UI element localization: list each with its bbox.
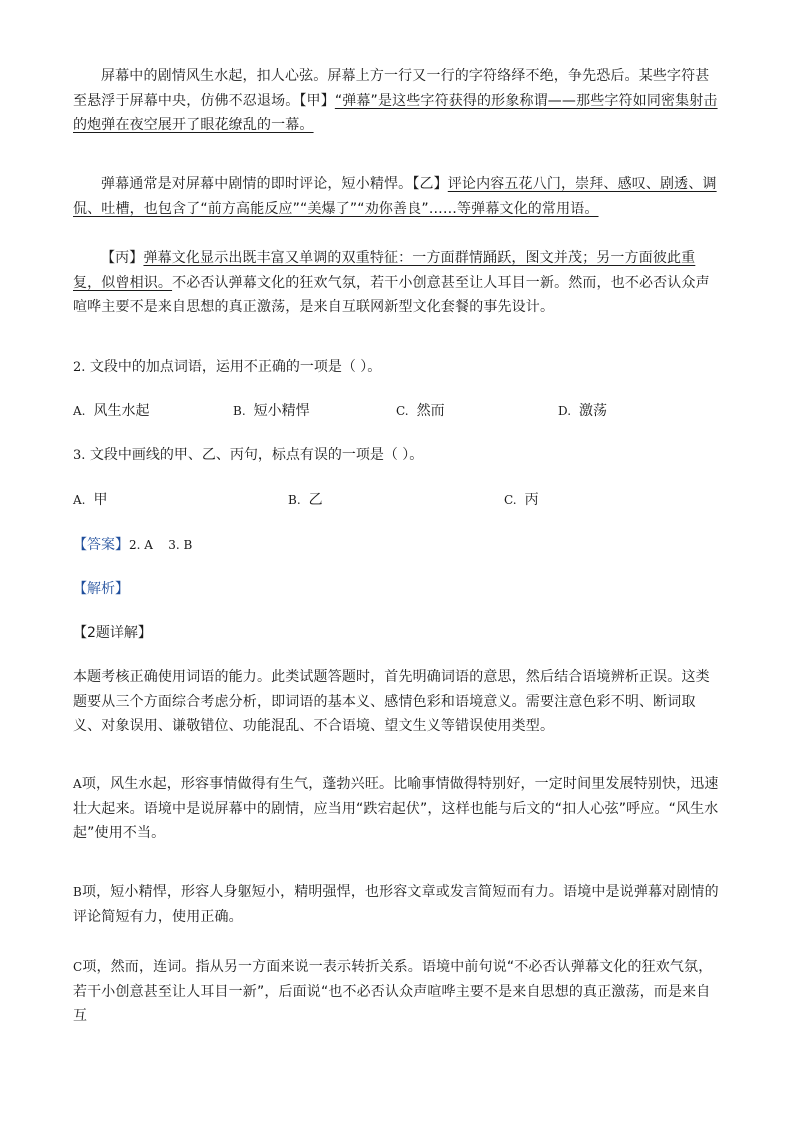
question-3-option-c (504, 490, 539, 510)
option-letter: B. (233, 404, 246, 418)
question-2-number: 2. (73, 360, 86, 375)
passage-p2-text: 弹幕通常是对屏幕中剧情的即时评论，短小精悍。 (101, 176, 413, 192)
question-3-number: 3. (73, 448, 86, 463)
question-2-option-c (396, 401, 445, 421)
detail-b-text: 项，短小精悍，形容人身躯短小，精明强悍，也形容文章或发言简短而有力。语境中是说弹幕对剧情的评论简短有力，使用正确。 (73, 884, 719, 925)
detail-a-letter: A (73, 777, 82, 791)
passage-p2-underlined: 评论内容五花八门，崇拜、感叹、剧透、调侃、吐槽，也包含了“前方高能反应”“美爆了”“劝你善良”……等弹幕文化的常用语。 (73, 176, 717, 217)
question-2-option-d (558, 401, 607, 421)
passage-p3-mark: 【丙】 (101, 250, 144, 266)
option-text: 乙 (308, 492, 323, 508)
option-text: 风生水起 (93, 403, 150, 419)
question-3-option-a (73, 490, 107, 510)
option-letter: C. (504, 493, 517, 507)
question-2-stem (73, 357, 381, 378)
detail-a-text: 项，风生水起，形容事情做得有生气，蓬勃兴旺。比喻事情做得特别好，一定时间里发展特别快，迅速壮大起来。语境中是说屏幕中的剧情，应当用“跌宕起伏”，这样也能与后文的“扣人心弦”呼应。“风生水起”使用不当。 (73, 776, 719, 841)
question-2-option-a (73, 401, 149, 421)
answer-line (73, 535, 192, 555)
detail-b-explanation (73, 880, 721, 929)
option-text: 短小精悍 (253, 403, 310, 419)
detail-intro: 本题考核正确使用词语的能力。此类试题答题时，首先明确词语的意思，然后结合语境辨析正误。这类题要从三个方面综合考虑分析，即词语的基本义、感情色彩和语境意义。需要注意色彩不明、断词取义、对象误用、谦敬错位、功能混乱、不合语境、望文生义等错误使用类型。 (73, 669, 710, 734)
detail-b-letter: B (73, 885, 82, 899)
question-3-option-b (288, 490, 323, 510)
option-letter: D. (558, 404, 572, 418)
question-2-text: 文段中的加点词语，运用不正确的一项是（ ）。 (89, 359, 382, 375)
option-letter: B. (288, 493, 301, 507)
question-3-stem (73, 445, 423, 466)
answer-label: 【答案】 (73, 537, 129, 553)
detail-c-text: 项，然而，连词。指从另一方面来说一表示转折关系。语境中前句说“不必否认弹幕文化的狂欢气氛，若干小创意甚至让人耳目一新”，后面说“也不必否认众声喧哗主要不是来自思想的真正激荡，而是来自互 (73, 959, 713, 1024)
passage-p1-underlined: “弹幕”是这些字符获得的形象称谓——那些字符如同密集射击的炮弹在夜空展开了眼花缭乱的一幕。 (73, 92, 718, 133)
passage-p1-text: 屏幕中的剧情风生水起，扣人心弦。屏幕上方一行又一行的字符络绎不绝，争先恐后。某些字符甚至悬浮于屏幕中央，仿佛不忍退场。 (73, 68, 710, 109)
question-2-option-b (233, 401, 310, 421)
detail-a-explanation (73, 772, 721, 846)
passage-paragraph-2 (73, 172, 721, 221)
option-text: 丙 (524, 492, 539, 508)
option-letter: A. (73, 404, 86, 418)
question-3-text: 文段中画线的甲、乙、丙句，标点有误的一项是（ ）。 (89, 447, 424, 463)
option-text: 甲 (93, 492, 108, 508)
passage-p2-mark: 【乙】 (412, 176, 448, 192)
detail-label: 【2题详解】 (73, 625, 152, 641)
analysis-label: 【解析】 (73, 581, 129, 597)
option-text: 然而 (416, 403, 445, 419)
passage-p3-text: 不必否认弹幕文化的狂欢气氛，若干小创意甚至让人耳目一新。然而，也不必否认众声喧哗主要不是来自思想的真正激荡，是来自互联网新型文化套餐的事先设计。 (73, 274, 710, 315)
passage-paragraph-3 (73, 246, 721, 320)
answer-text: 2. A 3. B (129, 538, 193, 552)
detail-c-letter: C (73, 960, 83, 974)
option-letter: C. (396, 404, 409, 418)
option-text: 激荡 (579, 403, 608, 419)
passage-paragraph-1 (73, 64, 721, 138)
passage-p1-mark: 【甲】 (299, 92, 335, 109)
detail-c-explanation (73, 955, 721, 1029)
option-letter: A. (73, 493, 86, 507)
passage-p3-underlined: 弹幕文化显示出既丰富又单调的双重特征：一方面群情踊跃，图文并茂；另一方面彼此重复，似曾相识。 (73, 250, 696, 291)
